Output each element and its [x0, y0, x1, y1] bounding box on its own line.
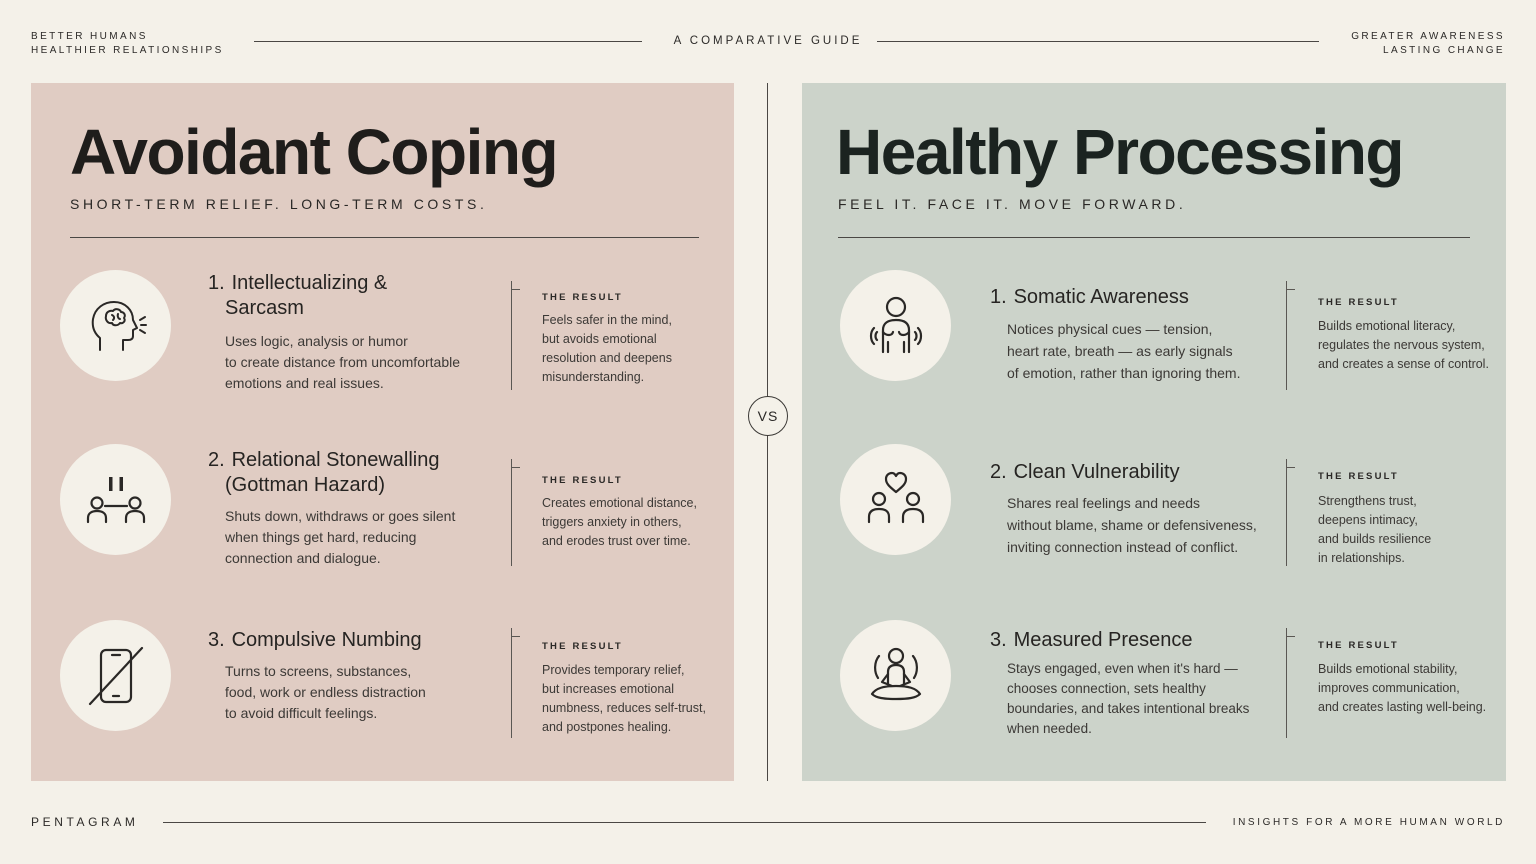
- result-line: numbness, reduces self-trust,: [542, 701, 706, 715]
- item-description: [225, 661, 426, 724]
- item-title: [208, 271, 387, 321]
- header-center-title: A COMPARATIVE GUIDE: [673, 35, 863, 47]
- header-right-line2: LASTING CHANGE: [1383, 45, 1505, 56]
- item-title-line1: Measured Presence: [1013, 629, 1193, 651]
- item-title-line1: Intellectualizing &: [231, 272, 388, 294]
- desc-line: when things get hard, reducing: [225, 529, 417, 545]
- result-label: THE RESULT: [542, 641, 623, 652]
- two-people-pause-icon: [60, 444, 171, 555]
- footer-rule: [163, 822, 1206, 823]
- result-divider: [511, 459, 512, 566]
- header-right: [1351, 30, 1505, 58]
- result-line: resolution and deepens: [542, 351, 672, 365]
- result-divider: [1286, 459, 1287, 566]
- result-line: and erodes trust over time.: [542, 534, 691, 548]
- panel-subtitle: SHORT-TERM RELIEF. LONG-TERM COSTS.: [70, 196, 488, 212]
- desc-line: boundaries, and takes intentional breaks: [1007, 701, 1250, 716]
- result-line: triggers anxiety in others,: [542, 515, 682, 529]
- result-divider: [511, 628, 512, 738]
- result-divider: [511, 281, 512, 390]
- item-number: 3.: [990, 629, 1007, 651]
- avoidant-coping-panel: [31, 83, 734, 781]
- item-title-line1: Somatic Awareness: [1013, 286, 1189, 308]
- result-line: and creates a sense of control.: [1318, 357, 1489, 371]
- result-label: THE RESULT: [1318, 640, 1399, 651]
- result-line: improves communication,: [1318, 681, 1460, 695]
- item-number: 1.: [990, 286, 1007, 308]
- desc-line: Notices physical cues — tension,: [1007, 321, 1213, 337]
- body-awareness-icon: [840, 270, 951, 381]
- item-number: 2.: [990, 461, 1007, 483]
- item-title-line2: (Gottman Hazard): [225, 474, 386, 496]
- header-right-line1: GREATER AWARENESS: [1351, 31, 1505, 42]
- panel-divider: [70, 237, 699, 238]
- item-title: [990, 285, 1189, 310]
- result-divider: [1286, 628, 1287, 738]
- desc-line: to avoid difficult feelings.: [225, 705, 378, 721]
- two-people-heart-icon: [840, 444, 951, 555]
- item-description: [1007, 492, 1257, 558]
- result-label: THE RESULT: [1318, 471, 1399, 482]
- item-title: [208, 448, 439, 498]
- result-line: Builds emotional literacy,: [1318, 319, 1456, 333]
- item-title-line1: Relational Stonewalling: [231, 449, 440, 471]
- result-line: Builds emotional stability,: [1318, 662, 1458, 676]
- panel-title: Avoidant Coping: [70, 116, 558, 188]
- item-description: [1007, 659, 1249, 739]
- item-title-line2: Sarcasm: [225, 297, 304, 319]
- result-line: misunderstanding.: [542, 370, 645, 384]
- panel-title: Healthy Processing: [836, 116, 1403, 188]
- desc-line: chooses connection, sets healthy: [1007, 681, 1206, 696]
- item-title-line1: Clean Vulnerability: [1013, 461, 1180, 483]
- result-text: [542, 311, 672, 387]
- item-number: 1.: [208, 272, 225, 294]
- result-line: Provides temporary relief,: [542, 663, 685, 677]
- item-title: [990, 460, 1180, 485]
- result-line: and postpones healing.: [542, 720, 672, 734]
- result-line: regulates the nervous system,: [1318, 338, 1485, 352]
- item-number: 3.: [208, 629, 225, 651]
- desc-line: heart rate, breath — as early signals: [1007, 343, 1233, 359]
- item-title-line1: Compulsive Numbing: [231, 629, 422, 651]
- result-line: and creates lasting well-being.: [1318, 700, 1487, 714]
- crossed-phone-icon: [60, 620, 171, 731]
- result-line: deepens intimacy,: [1318, 513, 1418, 527]
- desc-line: Stays engaged, even when it's hard —: [1007, 661, 1238, 676]
- result-line: Strengthens trust,: [1318, 494, 1417, 508]
- header-left-line1: BETTER HUMANS: [31, 31, 148, 42]
- desc-line: Shuts down, withdraws or goes silent: [225, 508, 456, 524]
- panel-divider: [838, 237, 1470, 238]
- item-number: 2.: [208, 449, 225, 471]
- footer-brand: PENTAGRAM: [31, 815, 139, 829]
- footer-tagline: INSIGHTS FOR A MORE HUMAN WORLD: [1232, 817, 1505, 828]
- result-label: THE RESULT: [542, 292, 623, 303]
- item-description: [1007, 318, 1240, 384]
- result-line: but increases emotional: [542, 682, 675, 696]
- result-line: Creates emotional distance,: [542, 496, 697, 510]
- result-line: and builds resilience: [1318, 532, 1432, 546]
- desc-line: inviting connection instead of conflict.: [1007, 539, 1239, 555]
- result-line: in relationships.: [1318, 551, 1405, 565]
- desc-line: without blame, shame or defensiveness,: [1007, 517, 1257, 533]
- desc-line: connection and dialogue.: [225, 550, 381, 566]
- desc-line: when needed.: [1007, 721, 1092, 736]
- result-label: THE RESULT: [1318, 297, 1399, 308]
- item-description: [225, 331, 460, 394]
- desc-line: Shares real feelings and needs: [1007, 495, 1201, 511]
- item-title: [990, 628, 1193, 653]
- result-line: Feels safer in the mind,: [542, 313, 672, 327]
- result-text: [542, 661, 706, 737]
- panel-subtitle: FEEL IT. FACE IT. MOVE FORWARD.: [838, 196, 1187, 212]
- healthy-processing-panel: [802, 83, 1506, 781]
- item-description: [225, 506, 455, 569]
- meditating-person-icon: [840, 620, 951, 731]
- result-text: [1318, 317, 1489, 374]
- result-line: but avoids emotional: [542, 332, 657, 346]
- header-left-line2: HEALTHIER RELATIONSHIPS: [31, 45, 224, 56]
- header-rule-right: [877, 41, 1319, 42]
- desc-line: to create distance from uncomfortable: [225, 354, 461, 370]
- desc-line: Uses logic, analysis or humor: [225, 333, 408, 349]
- vs-badge: VS: [748, 396, 788, 436]
- item-title: [208, 628, 422, 653]
- desc-line: of emotion, rather than ignoring them.: [1007, 365, 1241, 381]
- result-text: [542, 494, 697, 551]
- desc-line: food, work or endless distraction: [225, 684, 426, 700]
- result-text: [1318, 492, 1431, 568]
- desc-line: emotions and real issues.: [225, 375, 384, 391]
- result-divider: [1286, 281, 1287, 390]
- result-text: [1318, 660, 1486, 717]
- desc-line: Turns to screens, substances,: [225, 663, 412, 679]
- head-brain-icon: [60, 270, 171, 381]
- result-label: THE RESULT: [542, 475, 623, 486]
